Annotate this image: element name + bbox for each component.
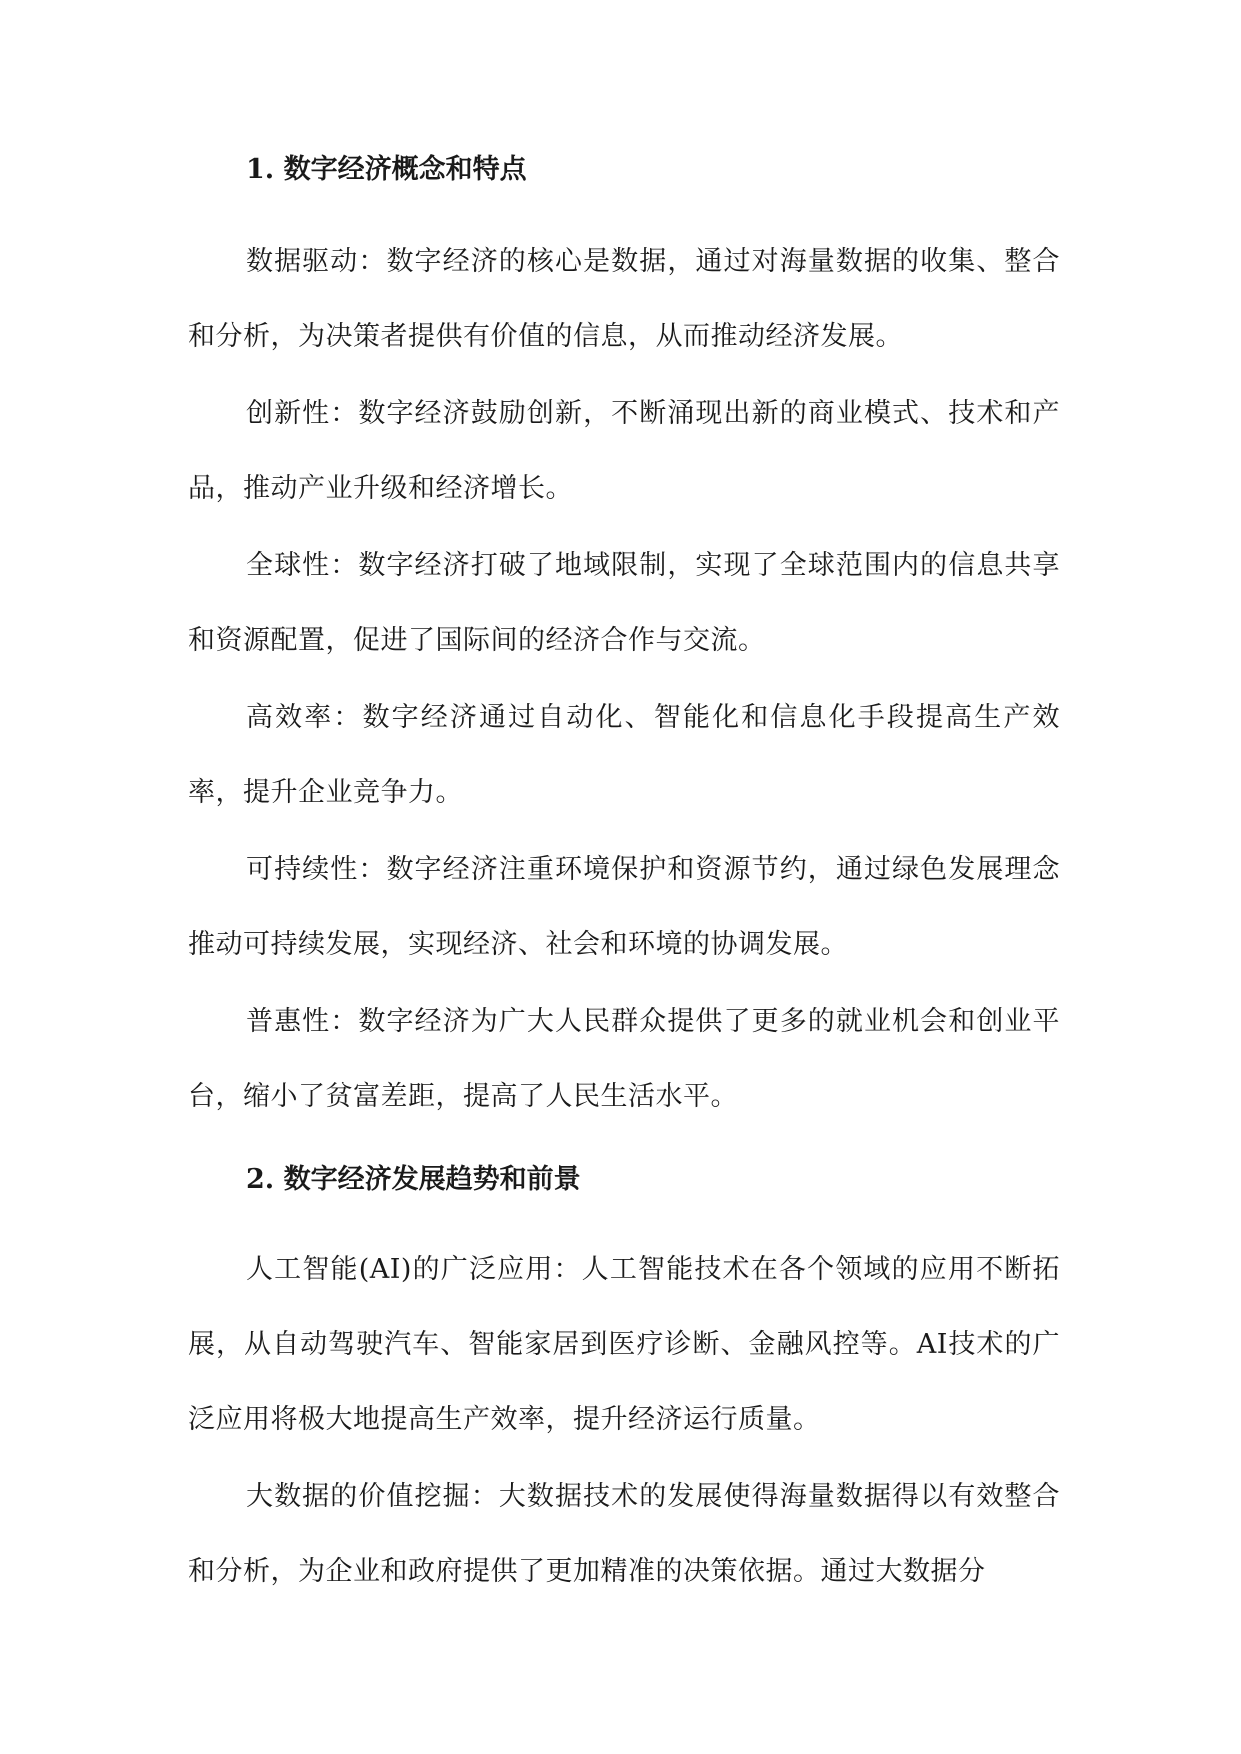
section-heading: 2. 数字经济发展趋势和前景 (246, 1164, 581, 1195)
paragraph-inclusiveness: 普惠性：数字经济为广大人民群众提供了更多的就业机会和创业平台，缩小了贫富差距，提高了人民生活水平。 (188, 1006, 1060, 1112)
section-trends (188, 1160, 1060, 1611)
section-heading: 1. 数字经济概念和特点 (246, 154, 527, 185)
paragraph-innovation: 创新性：数字经济鼓励创新，不断涌现出新的商业模式、技术和产品，推动产业升级和经济增长。 (188, 398, 1060, 504)
paragraph-data-driven: 数据驱动：数字经济的核心是数据，通过对海量数据的收集、整合和分析，为决策者提供有价值的信息，从而推动经济发展。 (188, 246, 1060, 352)
paragraph-big-data: 大数据的价值挖掘：大数据技术的发展使得海量数据得以有效整合和分析，为企业和政府提供了更加精准的决策依据。通过大数据分 (188, 1481, 1060, 1587)
paragraph-sustainability: 可持续性：数字经济注重环境保护和资源节约，通过绿色发展理念推动可持续发展，实现经济、社会和环境的协调发展。 (188, 854, 1060, 960)
paragraph-global: 全球性：数字经济打破了地域限制，实现了全球范围内的信息共享和资源配置，促进了国际间的经济合作与交流。 (188, 550, 1060, 656)
paragraph-ai: 人工智能(AI)的广泛应用：人工智能技术在各个领域的应用不断拓展，从自动驾驶汽车、智能家居到医疗诊断、金融风控等。AI技术的广泛应用将极大地提高生产效率，提升经济运行质量。 (188, 1254, 1060, 1435)
paragraph-efficiency: 高效率：数字经济通过自动化、智能化和信息化手段提高生产效率，提升企业竞争力。 (188, 702, 1060, 808)
section-concepts (188, 150, 1060, 1136)
